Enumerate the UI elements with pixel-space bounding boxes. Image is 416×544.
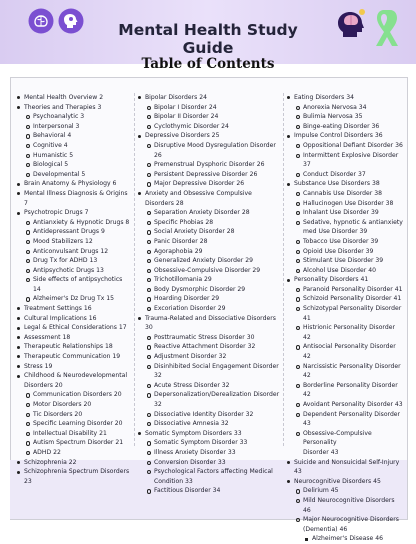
toc-entry[interactable]: Mood Stabilizers 12 [16,237,132,247]
toc-entry[interactable]: Inhalant Use Disorder 39 [286,208,404,218]
toc-entry[interactable]: Cultural Implications 16 [16,314,132,324]
head-brain-icon [334,6,368,40]
toc-entry[interactable]: Antipsychotic Drugs 13 [16,266,132,276]
toc-entry[interactable]: Personality Disorders 41 [286,275,404,285]
toc-entry[interactable]: Alzheimer's Dz Drug Tx 15 [16,294,132,304]
toc-entry[interactable]: Tic Disorders 20 [16,410,132,420]
page-title: Mental Health Study Guide [118,21,298,57]
toc-entry[interactable]: Illness Anxiety Disorder 33 [137,448,281,458]
toc-entry[interactable]: Theories and Therapies 3 [16,103,132,113]
toc-heading: Table of Contents [141,56,275,72]
toc-entry[interactable]: Autism Spectrum Disorder 21 [16,438,132,448]
toc-entry[interactable]: Psychotropic Drugs 7 [16,208,132,218]
toc-entry[interactable]: Opioid Use Disorder 39 [286,247,404,257]
toc-entry[interactable]: Disinhibited Social Engagement Disorder 32 [137,362,281,381]
toc-entry[interactable]: Dissociative Identity Disorder 32 [137,410,281,420]
toc-entry[interactable]: Mental Health Overview 2 [16,93,132,103]
toc-entry[interactable]: Psychological Factors affecting Medical [137,467,281,477]
head-silhouette-icon [58,8,84,34]
toc-entry[interactable]: (Dementia) 46 [303,525,348,533]
toc-entry[interactable]: Biological 5 [16,160,132,170]
toc-entry[interactable]: Hoarding Disorder 29 [137,294,281,304]
toc-entry[interactable]: Humanistic 5 [16,151,132,161]
column-divider [283,93,284,446]
toc-entry[interactable]: Alzheimer's Disease 46 [286,534,404,544]
toc-entry[interactable]: Avoidant Personality Disorder 43 [286,400,404,410]
toc-entry[interactable]: Somatic Symptom Disorders 33 [137,429,281,439]
toc-entry[interactable]: Cognitive 4 [16,141,132,151]
toc-entry[interactable]: Suicide and Nonsuicidal Self-Injury 43 [286,458,404,477]
toc-entry[interactable]: Panic Disorder 28 [137,237,281,247]
toc-entry[interactable]: Somatic Symptom Disorder 33 [137,438,281,448]
toc-entry[interactable]: Premenstrual Dysphoric Disorder 26 [137,160,281,170]
toc-entry[interactable]: Bipolar Disorders 24 [137,93,281,103]
toc-entry[interactable]: Schizoid Personality Disorder 41 [286,294,404,304]
toc-entry[interactable]: Eating Disorders 34 [286,93,404,103]
awareness-ribbon-icon [370,6,398,50]
toc-entry[interactable]: Hallucinogen Use Disorder 38 [286,199,404,209]
toc-column-1 [16,93,132,486]
toc-entry[interactable]: Anxiety and Obsessive Compulsive Disorders 28 [137,189,281,208]
toc-entry[interactable]: Major Depressive Disorder 26 [137,179,281,189]
toc-entry[interactable]: Treatment Settings 16 [16,304,132,314]
toc-entry[interactable]: Depressive Disorders 25 [137,131,281,141]
toc-column-3 [286,93,404,544]
toc-entry[interactable]: Delirium 45 [286,486,404,496]
toc-entry[interactable]: Impulse Control Disorders 36 [286,131,404,141]
header-banner [0,0,416,64]
toc-entry[interactable]: ADHD 22 [16,448,132,458]
toc-entry[interactable]: Oppositional Defiant Disorder 36 [286,141,404,151]
toc-entry[interactable]: Narcissistic Personality Disorder 42 [286,362,404,381]
toc-entry[interactable]: Binge-eating Disorder 36 [286,122,404,132]
toc-entry[interactable]: Reactive Attachment Disorder 32 [137,342,281,352]
toc-entry[interactable]: Major Neurocognitive Disorders [286,515,404,525]
toc-entry[interactable]: Disorders 20 [24,381,63,389]
toc-entry[interactable]: Alcohol Use Disorder 40 [286,266,404,276]
toc-entry[interactable]: Dissociative Amnesia 32 [137,419,281,429]
toc-entry[interactable]: Disorder 43 [303,448,339,456]
toc-entry[interactable]: Neurocognitive Disorders 45 [286,477,404,487]
toc-entry[interactable]: Generalized Anxiety Disorder 29 [137,256,281,266]
toc-entry[interactable]: Antianxiety & Hypnotic Drugs 8 [16,218,132,228]
toc-entry[interactable]: Depersonalization/Derealization Disorder 32 [137,390,281,409]
toc-entry[interactable]: Childhood & Neurodevelopmental [16,371,132,381]
toc-entry[interactable]: Intermittent Explosive Disorder 37 [286,151,404,170]
column-divider [134,93,135,446]
toc-entry[interactable]: Obsessive-Compulsive Personality [286,429,404,448]
toc-entry[interactable]: med Use Disorder 39 [303,228,368,236]
toc-entry[interactable]: Drug Tx for ADHD 13 [16,256,132,266]
toc-entry[interactable]: Borderline Personality Disorder 42 [286,381,404,400]
toc-entry[interactable]: Intellectual Disability 21 [16,429,132,439]
toc-entry[interactable]: Substance Use Disorders 38 [286,179,404,189]
toc-entry[interactable]: Body Dysmorphic Disorder 29 [137,285,281,295]
toc-entry[interactable]: Histrionic Personality Disorder 42 [286,323,404,342]
toc-entry[interactable]: Brain Anatomy & Physiology 6 [16,179,132,189]
toc-entry[interactable]: Schizotypal Personality Disorder 41 [286,304,404,323]
toc-entry[interactable]: Social Anxiety Disorder 28 [137,227,281,237]
toc-entry[interactable]: Adjustment Disorder 32 [137,352,281,362]
toc-entry[interactable]: Antisocial Personality Disorder 42 [286,342,404,361]
toc-entry[interactable]: Posttraumatic Stress Disorder 30 [137,333,281,343]
toc-entry[interactable]: Interpersonal 3 [16,122,132,132]
brain-icon [28,8,54,34]
toc-entry[interactable]: Paranoid Personality Disorder 41 [286,285,404,295]
toc-entry[interactable]: Specific Phobias 28 [137,218,281,228]
toc-entry[interactable]: Therapeutic Communication 19 [16,352,132,362]
toc-entry[interactable]: Mental Illness Diagnosis & Origins 7 [16,189,132,208]
toc-entry[interactable]: Assessment 18 [16,333,132,343]
toc-entry[interactable]: Side effects of antipsychotics 14 [16,275,132,294]
toc-entry[interactable]: Communication Disorders 20 [16,390,132,400]
toc-entry[interactable]: Legal & Ethical Considerations 17 [16,323,132,333]
toc-entry[interactable]: Anorexia Nervosa 34 [286,103,404,113]
toc-entry[interactable]: Antidepressant Drugs 9 [16,227,132,237]
toc-entry[interactable]: Acute Stress Disorder 32 [137,381,281,391]
toc-entry[interactable]: Developmental 5 [16,170,132,180]
toc-entry[interactable]: Stress 19 [16,362,132,372]
toc-entry[interactable]: Anticonvulsant Drugs 12 [16,247,132,257]
toc-entry[interactable]: Schizophrenia Spectrum Disorders 23 [16,467,132,486]
toc-entry[interactable]: Cannabis Use Disorder 38 [286,189,404,199]
toc-entry[interactable]: Trauma-Related and Dissociative Disorders 30 [137,314,281,333]
toc-entry[interactable]: Excoriation Disorder 29 [137,304,281,314]
toc-entry[interactable]: Tobacco Use Disorder 39 [286,237,404,247]
toc-entry[interactable]: Behavioral 4 [16,131,132,141]
toc-entry[interactable]: Schizophrenia 22 [16,458,132,468]
toc-entry[interactable]: Bipolar II Disorder 24 [137,112,281,122]
toc-entry[interactable]: Agoraphobia 29 [137,247,281,257]
toc-entry[interactable]: Motor Disorders 20 [16,400,132,410]
toc-column-2 [137,93,281,496]
toc-entry[interactable]: Stimulant Use Disorder 39 [286,256,404,266]
toc-entry[interactable]: Separation Anxiety Disorder 28 [137,208,281,218]
toc-entry[interactable]: Bipolar I Disorder 24 [137,103,281,113]
toc-entry[interactable]: Obsessive-Compulsive Disorder 29 [137,266,281,276]
toc-entry[interactable]: Sedative, hypnotic & antianxiety [286,218,404,228]
toc-entry[interactable]: Psychoanalytic 3 [16,112,132,122]
toc-entry[interactable]: Bulimia Nervosa 35 [286,112,404,122]
toc-entry[interactable]: Factitious Disorder 34 [137,486,281,496]
toc-entry[interactable]: Dependent Personality Disorder 43 [286,410,404,429]
toc-entry[interactable]: Trichotillomania 29 [137,275,281,285]
toc-entry[interactable]: Disruptive Mood Dysregulation Disorder 26 [137,141,281,160]
toc-entry[interactable]: Conversion Disorder 33 [137,458,281,468]
toc-entry[interactable]: Therapeutic Relationships 18 [16,342,132,352]
toc-entry[interactable]: Conduct Disorder 37 [286,170,404,180]
toc-entry[interactable]: Mild Neurocognitive Disorders 46 [286,496,404,515]
toc-entry[interactable]: Specific Learning Disorder 20 [16,419,132,429]
toc-entry[interactable]: Persistent Depressive Disorder 26 [137,170,281,180]
toc-entry[interactable]: Cyclothymic Disorder 24 [137,122,281,132]
toc-entry[interactable]: Condition 33 [154,477,193,485]
